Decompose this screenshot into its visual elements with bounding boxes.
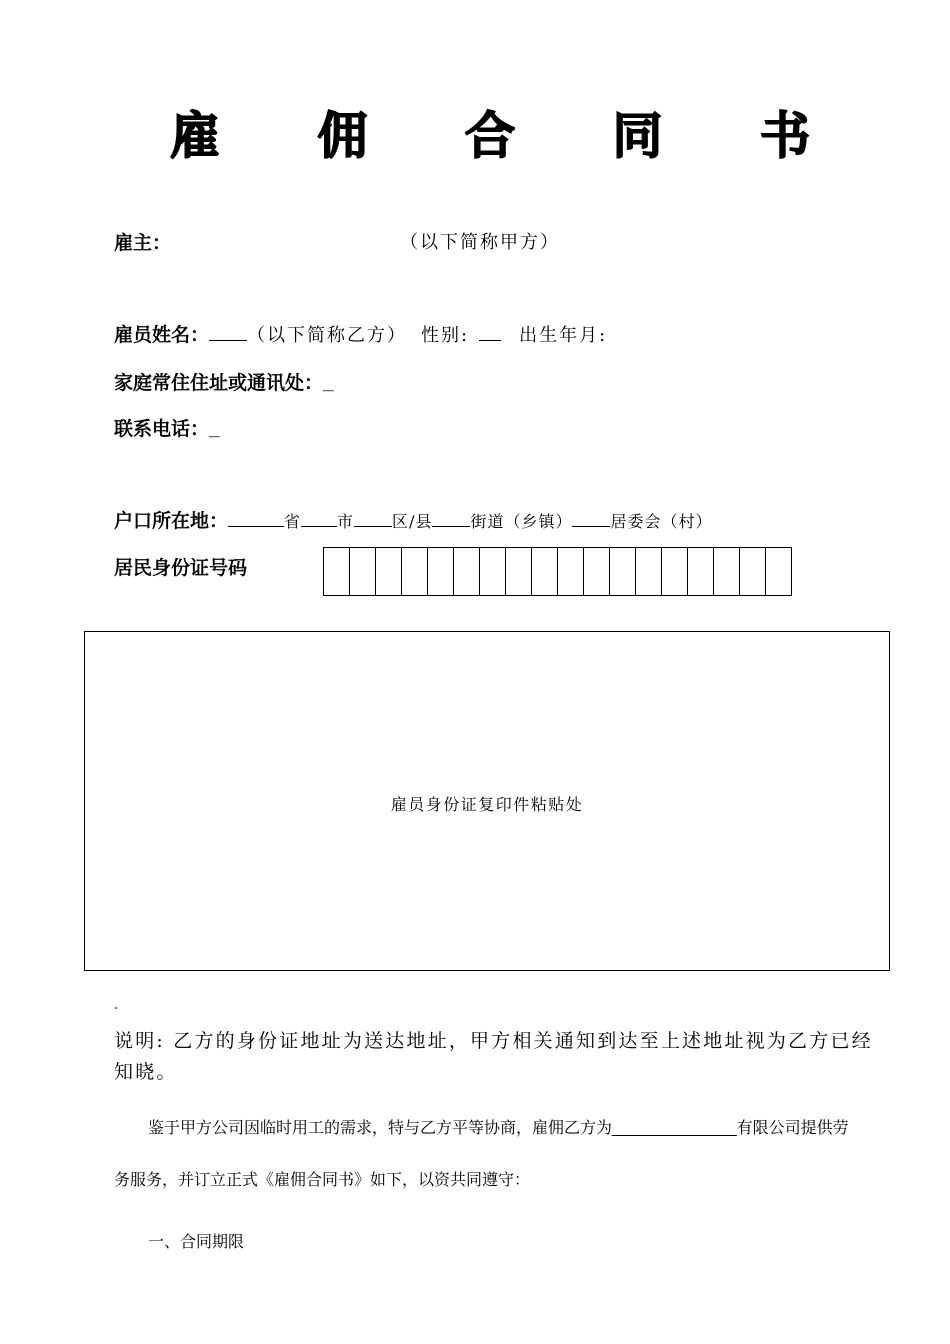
id-digit-cell[interactable] — [740, 548, 766, 595]
id-digit-cell[interactable] — [714, 548, 740, 595]
id-number-grid — [323, 547, 792, 596]
id-digit-cell[interactable] — [766, 548, 792, 595]
district-label: 区/县 — [392, 512, 433, 531]
address-blank[interactable]: _ — [323, 373, 334, 394]
intro-paragraph-line2: 务服务，并订立正式《雇佣合同书》如下，以资共同遵守： — [114, 1172, 531, 1189]
document-title — [170, 96, 810, 168]
gender-blank[interactable] — [479, 323, 501, 341]
city-blank[interactable] — [301, 509, 337, 527]
committee-blank[interactable] — [572, 509, 610, 527]
id-digit-cell[interactable] — [558, 548, 584, 595]
employer-label: 雇主： — [114, 233, 172, 254]
id-digit-cell[interactable] — [610, 548, 636, 595]
phone-blank[interactable]: _ — [209, 419, 220, 440]
separator-dash: - — [114, 1000, 118, 1014]
city-label: 市 — [337, 512, 355, 531]
phone-row — [114, 414, 220, 441]
employee-name-row — [114, 320, 607, 347]
intro-suffix: 有限公司提供劳 — [736, 1120, 849, 1137]
address-label: 家庭常住住址或通讯处： — [114, 373, 324, 394]
intro-prefix: 鉴于甲方公司因临时用工的需求，特与乙方平等协商，雇佣乙方为 — [148, 1120, 613, 1137]
id-digit-cell[interactable] — [532, 548, 558, 595]
section-heading-term: 一、合同期限 — [148, 1234, 245, 1251]
id-digit-cell[interactable] — [402, 548, 428, 595]
company-name-blank[interactable]: ______________ — [612, 1120, 737, 1137]
id-digit-cell[interactable] — [480, 548, 506, 595]
id-digit-cell[interactable] — [688, 548, 714, 595]
hukou-row — [114, 506, 712, 533]
hukou-label: 户口所在地： — [114, 511, 229, 532]
address-note: 说明: 乙方的身份证地址为送达地址，甲方相关通知到达至上述地址视为乙方已经知晓。 — [114, 1030, 873, 1083]
province-label: 省 — [284, 512, 302, 531]
employee-name-blank[interactable] — [209, 323, 247, 341]
id-digit-cell[interactable] — [324, 548, 350, 595]
employee-abbrev-note: （以下简称乙方） — [247, 325, 408, 346]
employee-name-label: 雇员姓名： — [114, 325, 210, 346]
title-char: 雇 — [170, 106, 220, 165]
employer-abbrev-note: （以下简称甲方） — [400, 232, 560, 253]
gender-label: 性别: — [421, 325, 470, 346]
title-char: 书 — [760, 106, 810, 165]
committee-label: 居委会（村） — [610, 512, 713, 531]
id-digit-cell[interactable] — [350, 548, 376, 595]
district-blank[interactable] — [354, 509, 392, 527]
id-digit-cell[interactable] — [376, 548, 402, 595]
id-digit-cell[interactable] — [636, 548, 662, 595]
title-char: 同 — [612, 106, 663, 165]
street-blank[interactable] — [432, 509, 470, 527]
id-copy-paste-area — [84, 631, 890, 971]
address-row — [114, 368, 334, 395]
phone-label: 联系电话： — [114, 419, 210, 440]
birth-date-label: 出生年月: — [519, 325, 608, 346]
id-number-label: 居民身份证号码 — [114, 558, 248, 579]
id-digit-cell[interactable] — [428, 548, 454, 595]
paste-area-caption: 雇员身份证复印件粘贴处 — [390, 795, 584, 814]
intro-paragraph-line1 — [148, 1115, 849, 1138]
id-digit-cell[interactable] — [506, 548, 532, 595]
street-label: 街道（乡镇） — [470, 512, 573, 531]
title-char: 佣 — [317, 106, 368, 165]
province-blank[interactable] — [228, 509, 284, 527]
id-digit-cell[interactable] — [662, 548, 688, 595]
id-digit-cell[interactable] — [454, 548, 480, 595]
title-char: 合 — [465, 106, 515, 165]
id-digit-cell[interactable] — [584, 548, 610, 595]
